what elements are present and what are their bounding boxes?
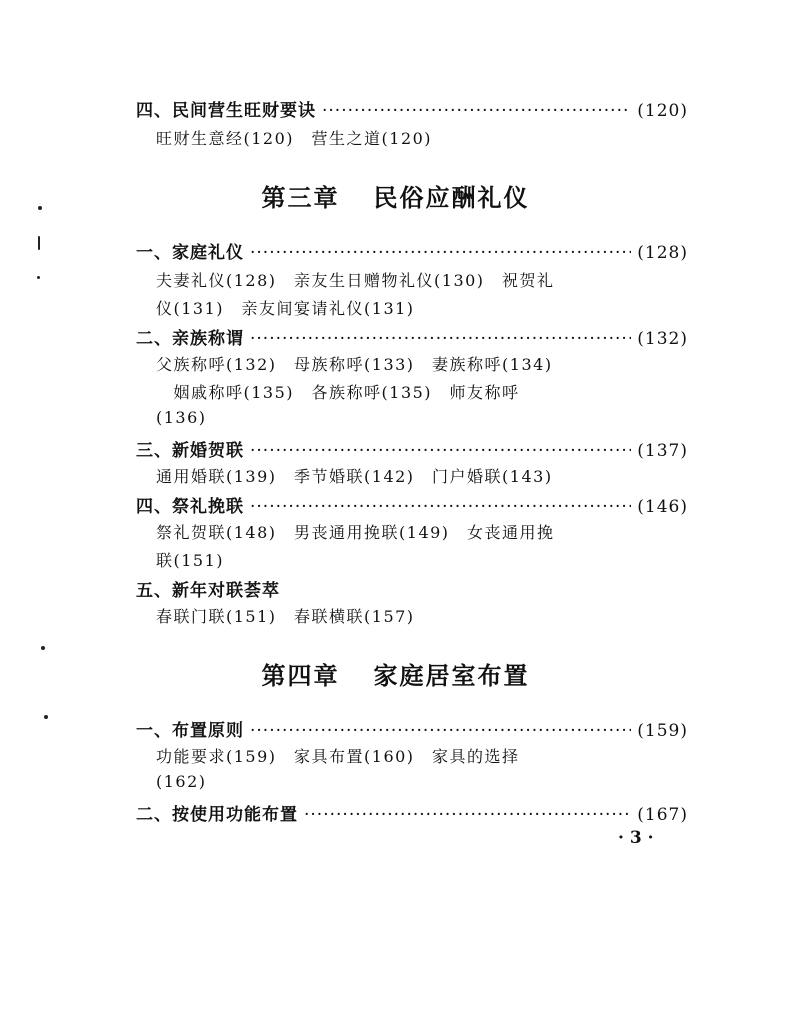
toc-entry-title: 二、按使用功能布置 bbox=[136, 805, 298, 825]
toc-entry-page: (146) bbox=[637, 497, 688, 517]
dot-leader bbox=[250, 497, 631, 517]
toc-entry-page: (167) bbox=[637, 805, 688, 825]
dot-leader bbox=[250, 329, 631, 349]
toc-subentry: 通用婚联(139) 季节婚联(142) 门户婚联(143) bbox=[156, 467, 553, 486]
toc-entry-page: (137) bbox=[637, 441, 688, 461]
toc-subentry: 旺财生意经(120) 营生之道(120) bbox=[156, 129, 433, 148]
toc-entry bbox=[136, 800, 688, 825]
toc-subentry: 春联门联(151) 春联横联(157) bbox=[156, 607, 415, 626]
toc-entry-title: 四、祭礼挽联 bbox=[136, 497, 244, 517]
chapter-heading bbox=[0, 178, 791, 213]
toc-subentry: 夫妻礼仪(128) 亲友生日赠物礼仪(130) 祝贺礼 bbox=[156, 271, 555, 290]
toc-subentry: 姻戚称呼(135) 各族称呼(135) 师友称呼 bbox=[156, 383, 520, 402]
scan-speck bbox=[37, 276, 40, 279]
toc-entry bbox=[136, 492, 688, 517]
toc-entry-page: (128) bbox=[637, 243, 688, 263]
scan-speck bbox=[41, 646, 45, 650]
toc-subentry: 父族称呼(132) 母族称呼(133) 妻族称呼(134) bbox=[156, 355, 553, 374]
toc-subentry: 仪(131) 亲友间宴请礼仪(131) bbox=[156, 299, 415, 318]
chapter-label: 第四章 bbox=[261, 662, 340, 690]
toc-entry-title: 五、新年对联荟萃 bbox=[136, 581, 280, 601]
toc-entry bbox=[136, 96, 688, 121]
toc-subentry: 功能要求(159) 家具布置(160) 家具的选择 bbox=[156, 747, 520, 766]
toc-entry bbox=[136, 716, 688, 741]
dot-leader bbox=[250, 243, 631, 263]
dot-leader bbox=[250, 721, 631, 741]
page-number: · 3 · bbox=[618, 828, 654, 848]
toc-subentry: 联(151) bbox=[156, 551, 225, 570]
toc-entry-title: 三、新婚贺联 bbox=[136, 441, 244, 461]
chapter-label: 第三章 bbox=[261, 184, 340, 212]
chapter-title: 民俗应酬礼仪 bbox=[373, 184, 530, 212]
chapter-title: 家庭居室布置 bbox=[373, 662, 530, 690]
scan-speck bbox=[38, 206, 42, 210]
toc-entry-page: (159) bbox=[637, 721, 688, 741]
toc-entry-title: 二、亲族称谓 bbox=[136, 329, 244, 349]
toc-subentry: 祭礼贺联(148) 男丧通用挽联(149) 女丧通用挽 bbox=[156, 523, 555, 542]
toc-entry bbox=[136, 238, 688, 263]
toc-entry-page: (132) bbox=[637, 329, 688, 349]
toc-entry-page: (120) bbox=[637, 101, 688, 121]
toc-entry bbox=[136, 324, 688, 349]
toc-entry-title: 四、民间营生旺财要诀 bbox=[136, 101, 316, 121]
toc-subentry: (162) bbox=[156, 772, 207, 791]
toc-subentry: (136) bbox=[156, 408, 207, 427]
chapter-heading bbox=[0, 656, 791, 691]
dot-leader bbox=[250, 441, 631, 461]
toc-entry bbox=[136, 436, 688, 461]
scan-speck bbox=[44, 715, 48, 719]
toc-entry-title: 一、家庭礼仪 bbox=[136, 243, 244, 263]
toc-entry bbox=[136, 576, 688, 601]
dot-leader bbox=[322, 101, 631, 121]
toc-entry-title: 一、布置原则 bbox=[136, 721, 244, 741]
dot-leader bbox=[304, 805, 631, 825]
scan-speck bbox=[38, 236, 40, 250]
